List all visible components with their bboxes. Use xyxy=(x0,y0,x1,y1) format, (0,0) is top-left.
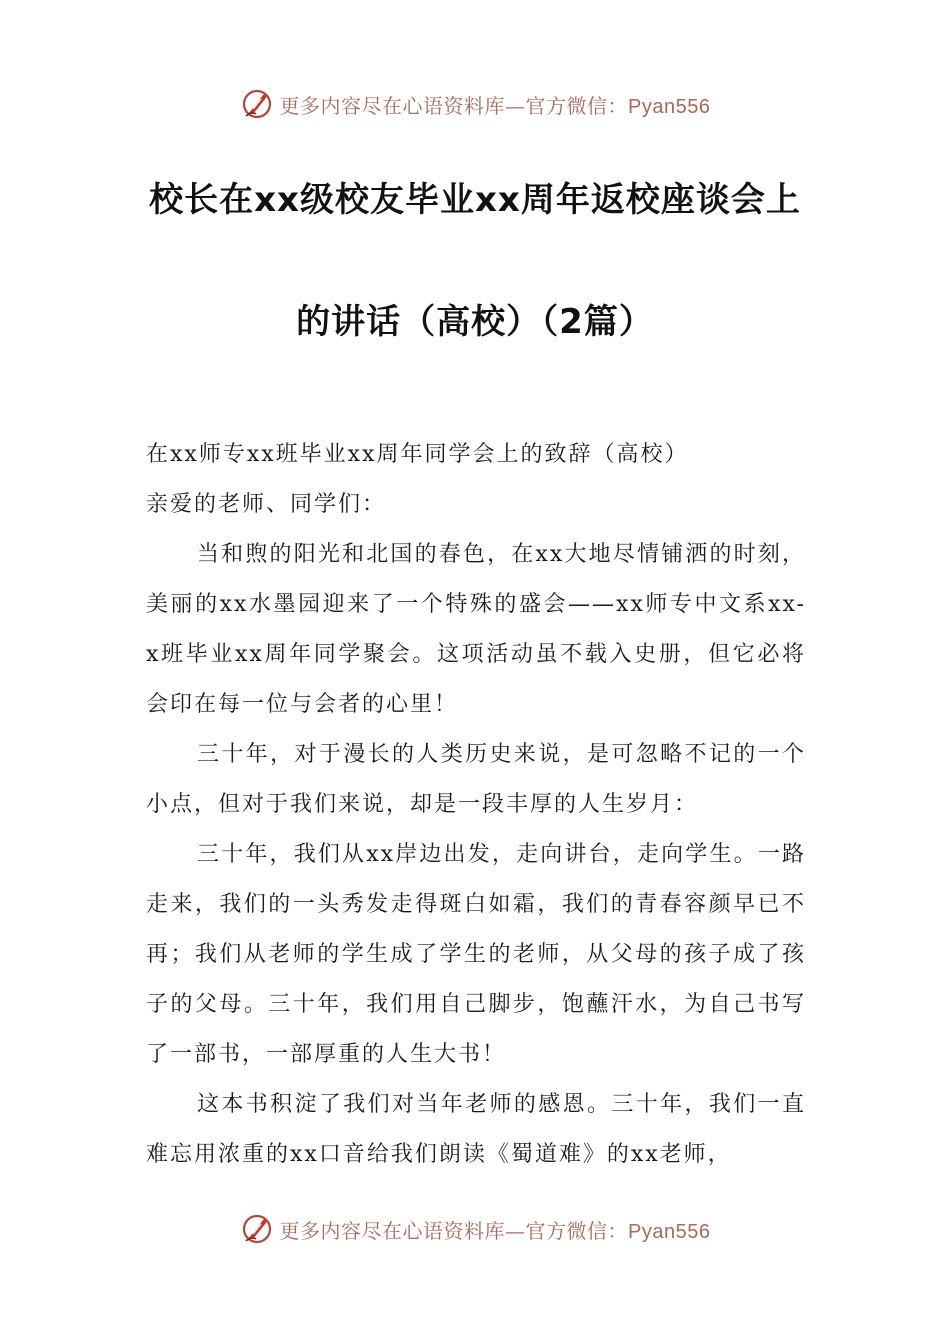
paragraph: 当和煦的阳光和北国的春色，在xx大地尽情铺洒的时刻，美丽的xx水墨园迎来了一个特殊的盛会——xx师专中文系xx-x班毕业xx周年同学聚会。这项活动虽不载入史册，但它必将会印在每一位与会者的心里！ xyxy=(146,542,806,717)
greeting: 亲爱的老师、同学们： xyxy=(146,492,387,517)
paragraph: 三十年，我们从xx岸边出发，走向讲台，走向学生。一路走来，我们的一头秀发走得斑白如霜，我们的青春容颜早已不再；我们从老师的学生成了学生的老师，从父母的孩子成了孩子的父母。三十年，我们用自己脚步，饱蘸汗水，为自己书写了一部书，一部厚重的人生大书！ xyxy=(146,842,806,1067)
header-watermark-banner xyxy=(0,82,950,126)
quill-pen-logo-icon xyxy=(240,87,274,121)
paragraph: 三十年，对于漫长的人类历史来说，是可忽略不记的一个小点，但对于我们来说，却是一段丰厚的人生岁月： xyxy=(146,742,806,817)
document-body xyxy=(146,430,806,1180)
wechat-id: Pyan556 xyxy=(628,1220,711,1243)
document-title-line-1: 校长在xx级校友毕业xx周年返校座谈会上 xyxy=(149,180,801,220)
paragraph: 这本书积淀了我们对当年老师的感恩。三十年，我们一直难忘用浓重的xx口音给我们朗读《蜀道难》的xx老师， xyxy=(146,1092,806,1167)
watermark-text: 更多内容尽在心语资料库—官方微信：Pyan556 xyxy=(279,93,711,118)
footer-watermark-banner xyxy=(0,1207,950,1251)
section-subtitle: 在xx师专xx班毕业xx周年同学会上的致辞（高校） xyxy=(146,442,689,467)
wechat-id: Pyan556 xyxy=(628,95,711,118)
quill-pen-logo-icon xyxy=(240,1212,274,1246)
watermark-text: 更多内容尽在心语资料库—官方微信：Pyan556 xyxy=(279,1218,711,1243)
document-title-line-2: 的讲话（高校）（2篇） xyxy=(296,302,654,342)
